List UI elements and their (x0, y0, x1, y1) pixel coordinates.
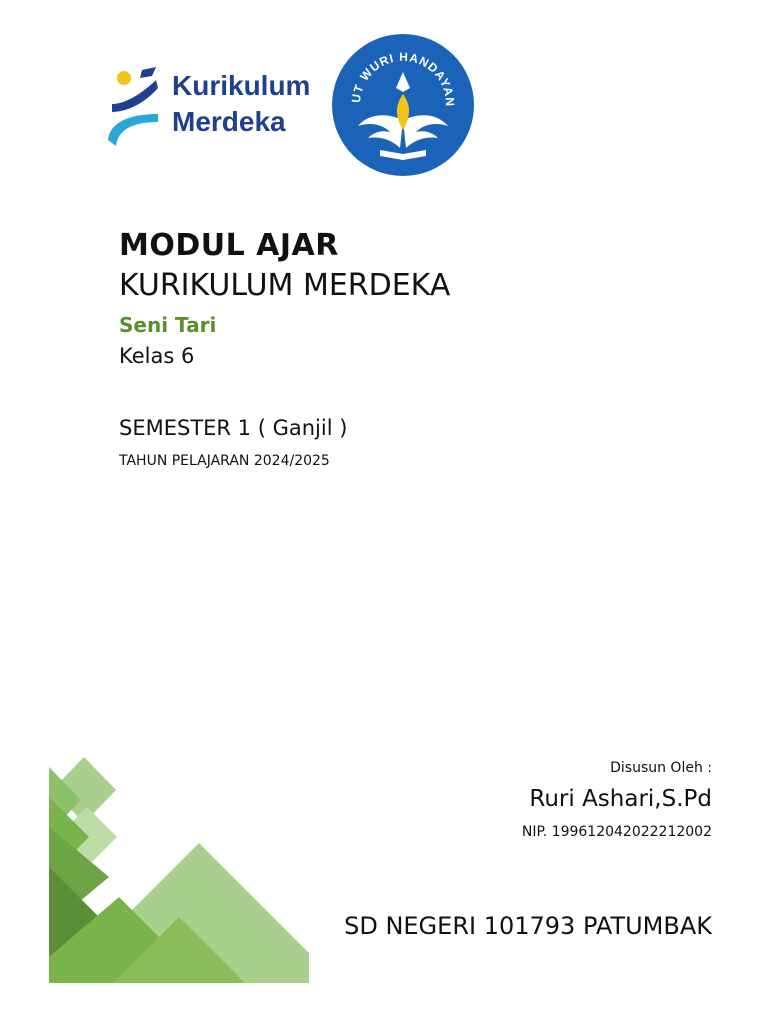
school-name: SD NEGERI 101793 PATUMBAK (344, 912, 712, 940)
tut-wuri-handayani-emblem (330, 32, 476, 178)
logo-word-merdeka: Merdeka (172, 106, 286, 137)
kurikulum-merdeka-logo (104, 62, 324, 152)
svg-text:TUT WURI HANDAYANI: UT WURI HANDAYAN (348, 49, 458, 108)
page-title: MODUL AJAR (119, 228, 339, 263)
page-subtitle: KURIKULUM MERDEKA (119, 268, 451, 303)
author-prefix: Disusun Oleh : (610, 760, 712, 776)
academic-year-label: TAHUN PELAJARAN 2024/2025 (119, 453, 330, 469)
grade-label: Kelas 6 (119, 344, 195, 368)
author-name: Ruri Ashari,S.Pd (529, 786, 712, 812)
green-triangles-decoration (49, 757, 309, 983)
tut-wuri-emblem-icon (330, 32, 476, 178)
logo-word-kurikulum: Kurikulum (172, 70, 311, 101)
subject-label: Seni Tari (119, 313, 217, 337)
kurikulum-merdeka-mark-icon (104, 62, 170, 152)
author-nip: NIP. 199612042022212002 (521, 824, 712, 840)
semester-label: SEMESTER 1 ( Ganjil ) (119, 416, 348, 440)
